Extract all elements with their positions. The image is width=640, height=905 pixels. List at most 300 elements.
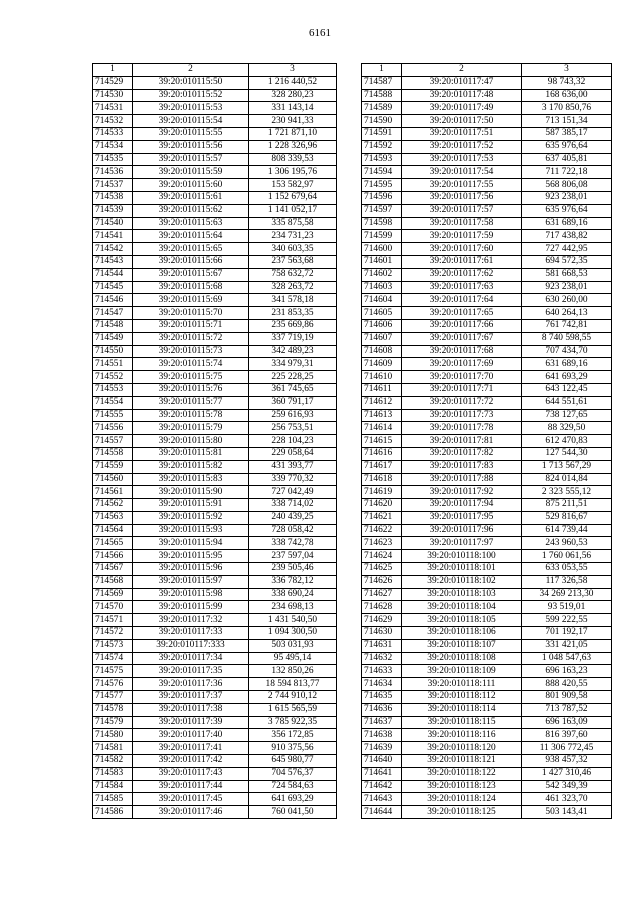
table-row bbox=[362, 742, 612, 755]
value-cell: 717 438,82 bbox=[522, 230, 612, 243]
table-row bbox=[93, 217, 337, 230]
value-cell: 256 753,51 bbox=[249, 422, 337, 435]
row-number-cell: 714537 bbox=[93, 179, 133, 192]
cadastral-number-cell: 39:20:010118:108 bbox=[402, 652, 522, 665]
value-cell: 581 668,53 bbox=[522, 268, 612, 281]
table-row bbox=[362, 230, 612, 243]
row-number-cell: 714540 bbox=[93, 217, 133, 230]
row-number-cell: 714555 bbox=[93, 409, 133, 422]
row-number-cell: 714619 bbox=[362, 486, 402, 499]
cadastral-number-cell: 39:20:010117:52 bbox=[402, 140, 522, 153]
cadastral-number-cell: 39:20:010115:92 bbox=[133, 511, 249, 524]
row-number-cell: 714604 bbox=[362, 294, 402, 307]
value-cell: 761 742,81 bbox=[522, 319, 612, 332]
value-cell: 259 616,93 bbox=[249, 409, 337, 422]
row-number-cell: 714561 bbox=[93, 486, 133, 499]
cadastral-number-cell: 39:20:010117:36 bbox=[133, 678, 249, 691]
row-number-cell: 714610 bbox=[362, 371, 402, 384]
cadastral-number-cell: 39:20:010115:81 bbox=[133, 447, 249, 460]
cadastral-number-cell: 39:20:010117:94 bbox=[402, 499, 522, 512]
row-number-cell: 714629 bbox=[362, 614, 402, 627]
table-row bbox=[362, 575, 612, 588]
row-number-cell: 714599 bbox=[362, 230, 402, 243]
value-cell: 337 719,19 bbox=[249, 332, 337, 345]
cadastral-number-cell: 39:20:010118:122 bbox=[402, 767, 522, 780]
value-cell: 1 427 310,46 bbox=[522, 767, 612, 780]
value-cell: 336 782,12 bbox=[249, 575, 337, 588]
table-row bbox=[362, 371, 612, 384]
value-cell: 229 058,64 bbox=[249, 447, 337, 460]
row-number-cell: 714563 bbox=[93, 511, 133, 524]
cadastral-number-cell: 39:20:010117:43 bbox=[133, 767, 249, 780]
cadastral-number-cell: 39:20:010117:48 bbox=[402, 89, 522, 102]
cadastral-number-cell: 39:20:010117:64 bbox=[402, 294, 522, 307]
row-number-cell: 714613 bbox=[362, 409, 402, 422]
row-number-cell: 714601 bbox=[362, 255, 402, 268]
table-row bbox=[362, 307, 612, 320]
row-number-cell: 714636 bbox=[362, 703, 402, 716]
column-header: 2 bbox=[402, 64, 522, 77]
table-row bbox=[362, 588, 612, 601]
row-number-cell: 714593 bbox=[362, 153, 402, 166]
cadastral-number-cell: 39:20:010117:73 bbox=[402, 409, 522, 422]
column-header: 1 bbox=[93, 64, 133, 77]
cadastral-number-cell: 39:20:010117:69 bbox=[402, 358, 522, 371]
value-cell: 95 495,14 bbox=[249, 652, 337, 665]
cadastral-number-cell: 39:20:010118:105 bbox=[402, 614, 522, 627]
value-cell: 713 151,34 bbox=[522, 115, 612, 128]
cadastral-number-cell: 39:20:010117:54 bbox=[402, 166, 522, 179]
cadastral-number-cell: 39:20:010115:82 bbox=[133, 460, 249, 473]
cadastral-number-cell: 39:20:010117:50 bbox=[402, 115, 522, 128]
table-row bbox=[93, 691, 337, 704]
value-cell: 738 127,65 bbox=[522, 409, 612, 422]
table-row bbox=[362, 76, 612, 89]
value-cell: 1 721 871,10 bbox=[249, 127, 337, 140]
table-row bbox=[362, 383, 612, 396]
value-cell: 3 785 922,35 bbox=[249, 716, 337, 729]
row-number-cell: 714612 bbox=[362, 396, 402, 409]
value-cell: 1 094 300,50 bbox=[249, 627, 337, 640]
value-cell: 542 349,39 bbox=[522, 780, 612, 793]
table-row bbox=[362, 435, 612, 448]
row-number-cell: 714577 bbox=[93, 691, 133, 704]
row-number-cell: 714578 bbox=[93, 703, 133, 716]
table-row bbox=[93, 627, 337, 640]
table-row bbox=[93, 307, 337, 320]
row-number-cell: 714533 bbox=[93, 127, 133, 140]
row-number-cell: 714644 bbox=[362, 806, 402, 819]
row-number-cell: 714536 bbox=[93, 166, 133, 179]
cadastral-number-cell: 39:20:010118:107 bbox=[402, 639, 522, 652]
row-number-cell: 714576 bbox=[93, 678, 133, 691]
row-number-cell: 714609 bbox=[362, 358, 402, 371]
row-number-cell: 714606 bbox=[362, 319, 402, 332]
table-row bbox=[93, 703, 337, 716]
value-cell: 2 744 910,12 bbox=[249, 691, 337, 704]
row-number-cell: 714625 bbox=[362, 563, 402, 576]
value-cell: 231 853,35 bbox=[249, 307, 337, 320]
table-row bbox=[93, 447, 337, 460]
value-cell: 1 760 061,56 bbox=[522, 550, 612, 563]
value-cell: 3 170 850,76 bbox=[522, 102, 612, 115]
cadastral-number-cell: 39:20:010117:55 bbox=[402, 179, 522, 192]
cadastral-number-cell: 39:20:010117:72 bbox=[402, 396, 522, 409]
cadastral-number-cell: 39:20:010117:56 bbox=[402, 191, 522, 204]
table-row bbox=[93, 537, 337, 550]
value-cell: 168 636,00 bbox=[522, 89, 612, 102]
row-number-cell: 714547 bbox=[93, 307, 133, 320]
row-number-cell: 714531 bbox=[93, 102, 133, 115]
table-row bbox=[93, 665, 337, 678]
row-number-cell: 714640 bbox=[362, 755, 402, 768]
value-cell: 801 909,58 bbox=[522, 691, 612, 704]
row-number-cell: 714603 bbox=[362, 281, 402, 294]
cadastral-number-cell: 39:20:010115:64 bbox=[133, 230, 249, 243]
value-cell: 635 976,64 bbox=[522, 204, 612, 217]
table-row bbox=[93, 755, 337, 768]
value-cell: 1 431 540,50 bbox=[249, 614, 337, 627]
row-number-cell: 714575 bbox=[93, 665, 133, 678]
value-cell: 696 163,23 bbox=[522, 665, 612, 678]
value-cell: 328 263,72 bbox=[249, 281, 337, 294]
value-cell: 644 551,61 bbox=[522, 396, 612, 409]
value-cell: 341 578,18 bbox=[249, 294, 337, 307]
table-row bbox=[362, 281, 612, 294]
row-number-cell: 714588 bbox=[362, 89, 402, 102]
table-header-row bbox=[93, 64, 337, 77]
row-number-cell: 714635 bbox=[362, 691, 402, 704]
row-number-cell: 714539 bbox=[93, 204, 133, 217]
table-row bbox=[362, 255, 612, 268]
value-cell: 701 192,17 bbox=[522, 627, 612, 640]
cadastral-number-cell: 39:20:010117:66 bbox=[402, 319, 522, 332]
value-cell: 529 816,67 bbox=[522, 511, 612, 524]
table-row bbox=[93, 319, 337, 332]
value-cell: 338 714,02 bbox=[249, 499, 337, 512]
value-cell: 18 594 813,77 bbox=[249, 678, 337, 691]
value-cell: 235 669,86 bbox=[249, 319, 337, 332]
value-cell: 694 572,35 bbox=[522, 255, 612, 268]
row-number-cell: 714621 bbox=[362, 511, 402, 524]
table-row bbox=[93, 345, 337, 358]
table-row bbox=[362, 191, 612, 204]
cadastral-number-cell: 39:20:010117:63 bbox=[402, 281, 522, 294]
value-cell: 631 689,16 bbox=[522, 217, 612, 230]
cadastral-number-cell: 39:20:010117:32 bbox=[133, 614, 249, 627]
table-row bbox=[93, 204, 337, 217]
value-cell: 340 603,35 bbox=[249, 243, 337, 256]
row-number-cell: 714634 bbox=[362, 678, 402, 691]
cadastral-number-cell: 39:20:010117:95 bbox=[402, 511, 522, 524]
table-row bbox=[362, 422, 612, 435]
value-cell: 640 264,13 bbox=[522, 307, 612, 320]
row-number-cell: 714586 bbox=[93, 806, 133, 819]
row-number-cell: 714626 bbox=[362, 575, 402, 588]
table-row bbox=[93, 460, 337, 473]
row-number-cell: 714596 bbox=[362, 191, 402, 204]
value-cell: 614 739,44 bbox=[522, 524, 612, 537]
table-row bbox=[93, 793, 337, 806]
cadastral-number-cell: 39:20:010115:95 bbox=[133, 550, 249, 563]
cadastral-number-cell: 39:20:010115:68 bbox=[133, 281, 249, 294]
table-row bbox=[93, 243, 337, 256]
table-row bbox=[362, 550, 612, 563]
cadastral-number-cell: 39:20:010115:75 bbox=[133, 371, 249, 384]
value-cell: 117 326,58 bbox=[522, 575, 612, 588]
value-cell: 335 875,58 bbox=[249, 217, 337, 230]
value-cell: 612 470,83 bbox=[522, 435, 612, 448]
value-cell: 875 211,51 bbox=[522, 499, 612, 512]
table-row bbox=[93, 435, 337, 448]
table-row bbox=[93, 409, 337, 422]
row-number-cell: 714642 bbox=[362, 780, 402, 793]
table-row bbox=[93, 473, 337, 486]
table-row bbox=[362, 678, 612, 691]
row-number-cell: 714552 bbox=[93, 371, 133, 384]
table-row bbox=[362, 614, 612, 627]
value-cell: 338 690,24 bbox=[249, 588, 337, 601]
row-number-cell: 714570 bbox=[93, 601, 133, 614]
row-number-cell: 714572 bbox=[93, 627, 133, 640]
cadastral-number-cell: 39:20:010115:74 bbox=[133, 358, 249, 371]
table-row bbox=[93, 358, 337, 371]
cadastral-number-cell: 39:20:010115:72 bbox=[133, 332, 249, 345]
table-row bbox=[93, 563, 337, 576]
cadastral-number-cell: 39:20:010117:62 bbox=[402, 268, 522, 281]
value-cell: 331 143,14 bbox=[249, 102, 337, 115]
cadastral-number-cell: 39:20:010117:81 bbox=[402, 435, 522, 448]
table-row bbox=[93, 166, 337, 179]
value-cell: 704 576,37 bbox=[249, 767, 337, 780]
row-number-cell: 714573 bbox=[93, 639, 133, 652]
row-number-cell: 714582 bbox=[93, 755, 133, 768]
row-number-cell: 714631 bbox=[362, 639, 402, 652]
value-cell: 727 042,49 bbox=[249, 486, 337, 499]
table-row bbox=[362, 217, 612, 230]
cadastral-number-cell: 39:20:010118:104 bbox=[402, 601, 522, 614]
cadastral-number-cell: 39:20:010117:71 bbox=[402, 383, 522, 396]
value-cell: 641 693,29 bbox=[522, 371, 612, 384]
row-number-cell: 714594 bbox=[362, 166, 402, 179]
value-cell: 331 421,05 bbox=[522, 639, 612, 652]
cadastral-number-cell: 39:20:010115:61 bbox=[133, 191, 249, 204]
cadastral-number-cell: 39:20:010115:98 bbox=[133, 588, 249, 601]
table-row bbox=[93, 614, 337, 627]
row-number-cell: 714541 bbox=[93, 230, 133, 243]
cadastral-number-cell: 39:20:010117:88 bbox=[402, 473, 522, 486]
column-header: 1 bbox=[362, 64, 402, 77]
table-row bbox=[93, 140, 337, 153]
row-number-cell: 714535 bbox=[93, 153, 133, 166]
table-row bbox=[93, 524, 337, 537]
value-cell: 1 713 567,29 bbox=[522, 460, 612, 473]
table-row bbox=[93, 639, 337, 652]
row-number-cell: 714551 bbox=[93, 358, 133, 371]
row-number-cell: 714579 bbox=[93, 716, 133, 729]
row-number-cell: 714557 bbox=[93, 435, 133, 448]
value-cell: 643 122,45 bbox=[522, 383, 612, 396]
cadastral-number-cell: 39:20:010115:59 bbox=[133, 166, 249, 179]
value-cell: 503 143,41 bbox=[522, 806, 612, 819]
cadastral-number-cell: 39:20:010118:112 bbox=[402, 691, 522, 704]
table-row bbox=[362, 703, 612, 716]
value-cell: 696 163,09 bbox=[522, 716, 612, 729]
value-cell: 824 014,84 bbox=[522, 473, 612, 486]
value-cell: 641 693,29 bbox=[249, 793, 337, 806]
value-cell: 1 216 440,52 bbox=[249, 76, 337, 89]
value-cell: 707 434,70 bbox=[522, 345, 612, 358]
table-row bbox=[93, 729, 337, 742]
table-row bbox=[93, 396, 337, 409]
table-row bbox=[362, 793, 612, 806]
table-row bbox=[362, 332, 612, 345]
row-number-cell: 714558 bbox=[93, 447, 133, 460]
cadastral-number-cell: 39:20:010117:78 bbox=[402, 422, 522, 435]
table-row bbox=[362, 447, 612, 460]
cadastral-number-cell: 39:20:010115:53 bbox=[133, 102, 249, 115]
row-number-cell: 714564 bbox=[93, 524, 133, 537]
cadastral-number-cell: 39:20:010117:61 bbox=[402, 255, 522, 268]
row-number-cell: 714589 bbox=[362, 102, 402, 115]
value-cell: 237 597,04 bbox=[249, 550, 337, 563]
table-row bbox=[93, 281, 337, 294]
table-row bbox=[93, 76, 337, 89]
cadastral-number-cell: 39:20:010118:103 bbox=[402, 588, 522, 601]
table-row bbox=[93, 767, 337, 780]
row-number-cell: 714633 bbox=[362, 665, 402, 678]
table-row bbox=[93, 575, 337, 588]
row-number-cell: 714543 bbox=[93, 255, 133, 268]
cadastral-number-cell: 39:20:010115:52 bbox=[133, 89, 249, 102]
value-cell: 923 238,01 bbox=[522, 191, 612, 204]
value-cell: 910 375,56 bbox=[249, 742, 337, 755]
row-number-cell: 714605 bbox=[362, 307, 402, 320]
value-cell: 328 280,23 bbox=[249, 89, 337, 102]
cadastral-number-cell: 39:20:010117:57 bbox=[402, 204, 522, 217]
row-number-cell: 714620 bbox=[362, 499, 402, 512]
cadastral-number-cell: 39:20:010118:125 bbox=[402, 806, 522, 819]
row-number-cell: 714607 bbox=[362, 332, 402, 345]
cadastral-number-cell: 39:20:010115:94 bbox=[133, 537, 249, 550]
cadastral-number-cell: 39:20:010118:124 bbox=[402, 793, 522, 806]
cadastral-number-cell: 39:20:010115:69 bbox=[133, 294, 249, 307]
cadastral-number-cell: 39:20:010117:47 bbox=[402, 76, 522, 89]
row-number-cell: 714597 bbox=[362, 204, 402, 217]
row-number-cell: 714632 bbox=[362, 652, 402, 665]
table-row bbox=[93, 716, 337, 729]
table-row bbox=[93, 806, 337, 819]
table-row bbox=[93, 115, 337, 128]
table-row bbox=[362, 204, 612, 217]
value-cell: 34 269 213,30 bbox=[522, 588, 612, 601]
table-row bbox=[362, 268, 612, 281]
table-row bbox=[93, 268, 337, 281]
value-cell: 1 615 565,59 bbox=[249, 703, 337, 716]
cadastral-number-cell: 39:20:010115:80 bbox=[133, 435, 249, 448]
row-number-cell: 714559 bbox=[93, 460, 133, 473]
cadastral-number-cell: 39:20:010117:44 bbox=[133, 780, 249, 793]
table-row bbox=[362, 806, 612, 819]
table-row bbox=[93, 230, 337, 243]
cadastral-number-cell: 39:20:010115:56 bbox=[133, 140, 249, 153]
table-row bbox=[362, 601, 612, 614]
cadastral-number-cell: 39:20:010115:76 bbox=[133, 383, 249, 396]
cadastral-number-cell: 39:20:010117:96 bbox=[402, 524, 522, 537]
value-cell: 645 980,77 bbox=[249, 755, 337, 768]
value-cell: 728 058,42 bbox=[249, 524, 337, 537]
value-cell: 1 306 195,76 bbox=[249, 166, 337, 179]
table-row bbox=[362, 358, 612, 371]
value-cell: 1 228 326,96 bbox=[249, 140, 337, 153]
table-row bbox=[93, 486, 337, 499]
row-number-cell: 714569 bbox=[93, 588, 133, 601]
row-number-cell: 714554 bbox=[93, 396, 133, 409]
cadastral-number-cell: 39:20:010115:73 bbox=[133, 345, 249, 358]
value-cell: 568 806,08 bbox=[522, 179, 612, 192]
cadastral-number-cell: 39:20:010115:63 bbox=[133, 217, 249, 230]
row-number-cell: 714580 bbox=[93, 729, 133, 742]
cadastral-number-cell: 39:20:010117:83 bbox=[402, 460, 522, 473]
value-cell: 153 582,97 bbox=[249, 179, 337, 192]
table-body-right bbox=[362, 64, 612, 819]
row-number-cell: 714638 bbox=[362, 729, 402, 742]
row-number-cell: 714615 bbox=[362, 435, 402, 448]
table-row bbox=[362, 319, 612, 332]
cadastral-number-cell: 39:20:010115:65 bbox=[133, 243, 249, 256]
cadastral-number-cell: 39:20:010117:38 bbox=[133, 703, 249, 716]
cadastral-number-cell: 39:20:010115:96 bbox=[133, 563, 249, 576]
value-cell: 360 791,17 bbox=[249, 396, 337, 409]
cadastral-number-cell: 39:20:010118:111 bbox=[402, 678, 522, 691]
value-cell: 338 742,78 bbox=[249, 537, 337, 550]
table-row bbox=[362, 115, 612, 128]
value-cell: 361 745,65 bbox=[249, 383, 337, 396]
table-row bbox=[93, 102, 337, 115]
table-row bbox=[362, 511, 612, 524]
table-row bbox=[362, 140, 612, 153]
table-row bbox=[362, 486, 612, 499]
table-row bbox=[362, 243, 612, 256]
table-row bbox=[93, 742, 337, 755]
row-number-cell: 714549 bbox=[93, 332, 133, 345]
value-cell: 923 238,01 bbox=[522, 281, 612, 294]
column-header: 3 bbox=[522, 64, 612, 77]
row-number-cell: 714566 bbox=[93, 550, 133, 563]
row-number-cell: 714623 bbox=[362, 537, 402, 550]
row-number-cell: 714532 bbox=[93, 115, 133, 128]
page-number: 6161 bbox=[309, 27, 331, 39]
value-cell: 938 457,32 bbox=[522, 755, 612, 768]
row-number-cell: 714548 bbox=[93, 319, 133, 332]
row-number-cell: 714534 bbox=[93, 140, 133, 153]
cadastral-number-cell: 39:20:010117:70 bbox=[402, 371, 522, 384]
row-number-cell: 714550 bbox=[93, 345, 133, 358]
table-row bbox=[362, 563, 612, 576]
row-number-cell: 714545 bbox=[93, 281, 133, 294]
row-number-cell: 714643 bbox=[362, 793, 402, 806]
value-cell: 816 397,60 bbox=[522, 729, 612, 742]
cadastral-number-cell: 39:20:010118:123 bbox=[402, 780, 522, 793]
table-row bbox=[362, 179, 612, 192]
cadastral-number-cell: 39:20:010115:90 bbox=[133, 486, 249, 499]
row-number-cell: 714590 bbox=[362, 115, 402, 128]
table-row bbox=[93, 371, 337, 384]
row-number-cell: 714556 bbox=[93, 422, 133, 435]
table-row bbox=[93, 294, 337, 307]
table-row bbox=[362, 755, 612, 768]
value-cell: 93 519,01 bbox=[522, 601, 612, 614]
